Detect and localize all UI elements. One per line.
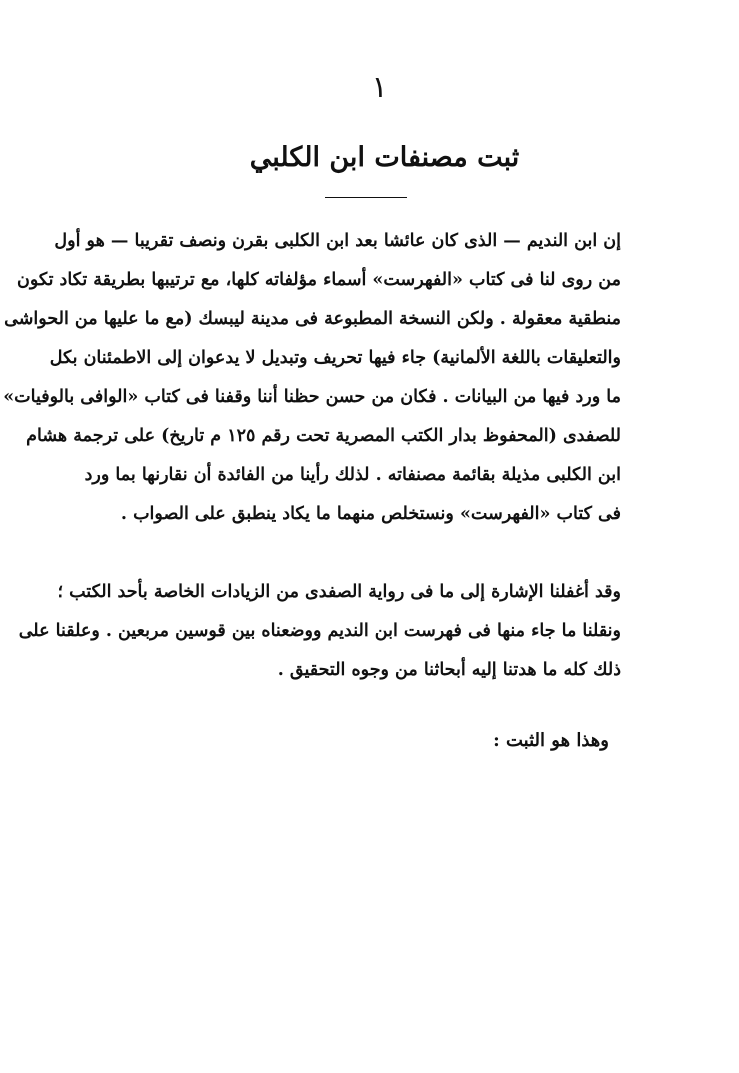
closing-line: وهذا هو الثبت : (493, 730, 609, 751)
paragraph-line: ابن الكلبى مذيلة بقائمة مصنفاته . لذلك رأينا من الفائدة أن نقارنها بما ورد (84, 465, 621, 485)
paragraph-line: للصفدى (المحفوظ بدار الكتب المصرية تحت رقم ١٢٥ م تاريخ) على ترجمة هشام (26, 426, 621, 446)
paragraph-line: إن ابن النديم — الذى كان عائشا بعد ابن الكلبى بقرن ونصف تقريبا — هو أول (54, 231, 621, 251)
paragraph-line: والتعليقات باللغة الألمانية) جاء فيها تحريف وتبديل لا يدعوان إلى الاطمئنان بكل (49, 348, 621, 368)
paragraph-line: ونقلنا ما جاء منها فى فهرست ابن النديم ووضعناه بين قوسين مربعين . وعلقنا على (18, 621, 621, 641)
paragraph-line: ما ورد فيها من البيانات . فكان من حسن حظنا أننا وقفنا فى كتاب «الوافى بالوفيات» (3, 387, 621, 407)
page-title: ثبت مصنفات ابن الكلبي (249, 142, 520, 173)
paragraph-intro (3, 222, 621, 534)
paragraph-line: ذلك كله ما هدتنا إليه أبحاثنا من وجوه التحقيق . (277, 660, 621, 680)
paragraph-line: فى كتاب «الفهرست» ونستخلص منهما ما يكاد ينطبق على الصواب . (120, 504, 621, 524)
paragraph-line: منطقية معقولة . ولكن النسخة المطبوعة فى مدينة ليبسك (مع ما عليها من الحواشى (4, 309, 621, 329)
page-number: ١ (371, 70, 388, 105)
paragraph-line: وقد أغفلنا الإشارة إلى ما فى رواية الصفدى من الزيادات الخاصة بأحد الكتب ؛ (57, 582, 621, 602)
paragraph-line: من روى لنا فى كتاب «الفهرست» أسماء مؤلفاته كلها، مع ترتيبها بطريقة تكاد تكون (17, 270, 621, 290)
title-divider (325, 197, 407, 198)
paragraph-notes (18, 573, 621, 690)
